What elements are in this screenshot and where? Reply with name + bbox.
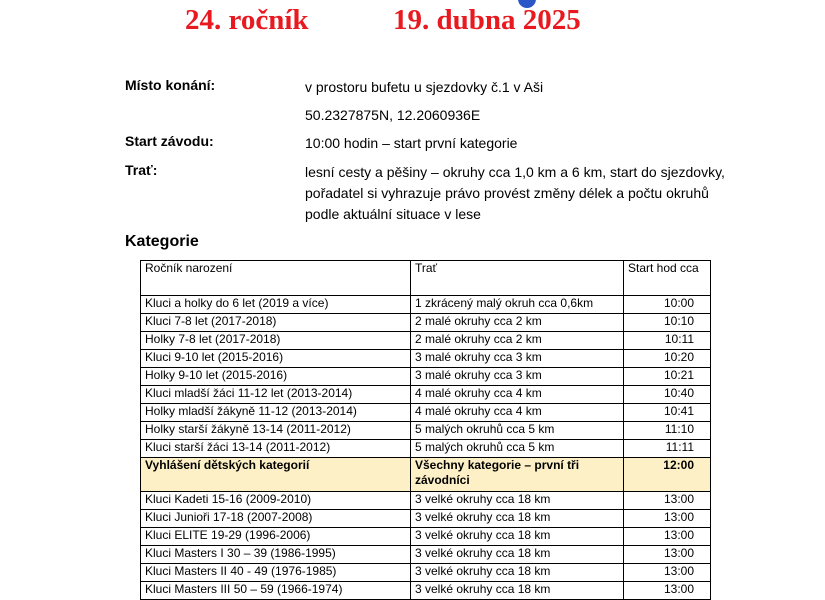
cell-year: Kluci Masters III 50 – 59 (1966-1974) [141,582,411,600]
table-row [141,296,711,314]
track-value: lesní cesty a pěšiny – okruhy cca 1,0 km a 6 km, start do sjezdovky, pořadatel si vyhrazuje právo provést změny délek a počtu okruhů podle aktuální situace v lese [305,164,725,222]
event-header [0,4,825,44]
cell-track: 3 velké okruhy cca 18 km [411,546,624,564]
table-header-row [141,261,711,296]
cell-year: Kluci Kadeti 15-16 (2009-2010) [141,492,411,510]
cell-year: Kluci Junioři 17-18 (2007-2008) [141,510,411,528]
cell-start: 13:00 [624,510,711,528]
cell-year: Holky starší žákyně 13-14 (2011-2012) [141,422,411,440]
table-row [141,528,711,546]
cell-year: Vyhlášení dětských kategorií [141,458,411,492]
cell-year: Kluci Masters I 30 – 39 (1986-1995) [141,546,411,564]
coordinates-value: 50.2327875N, 12.2060936E [305,107,481,123]
cell-track: 3 velké okruhy cca 18 km [411,582,624,600]
cell-start: 13:00 [624,528,711,546]
cell-track: 5 malých okruhů cca 5 km [411,422,624,440]
table-row [141,386,711,404]
cell-year: Holky 7-8 let (2017-2018) [141,332,411,350]
cell-track: 4 malé okruhy cca 4 km [411,404,624,422]
cell-track: 3 malé okruhy cca 3 km [411,350,624,368]
cell-track: 5 malých okruhů cca 5 km [411,440,624,458]
table-row [141,492,711,510]
table-row-highlight [141,458,711,492]
cell-start: 10:40 [624,386,711,404]
cell-track: Všechny kategorie – první tři závodníci [411,458,624,492]
header-track: Trať [411,261,624,296]
cell-start: 13:00 [624,492,711,510]
header-year: Ročník narození [141,261,411,296]
table-row [141,350,711,368]
cell-track: 3 velké okruhy cca 18 km [411,510,624,528]
cell-track: 2 malé okruhy cca 2 km [411,314,624,332]
cell-year: Kluci ELITE 19-29 (1996-2006) [141,528,411,546]
cell-start: 13:00 [624,564,711,582]
table-row [141,582,711,600]
cell-year: Kluci 9-10 let (2015-2016) [141,350,411,368]
cell-start: 11:10 [624,422,711,440]
table-row [141,422,711,440]
cell-start: 12:00 [624,458,711,492]
start-label: Start závodu: [125,133,214,149]
cell-start: 10:21 [624,368,711,386]
table-row [141,368,711,386]
cell-year: Holky 9-10 let (2015-2016) [141,368,411,386]
categories-table [140,260,711,600]
cell-start: 13:00 [624,582,711,600]
cell-start: 10:20 [624,350,711,368]
cell-start: 10:41 [624,404,711,422]
cell-track: 3 velké okruhy cca 18 km [411,528,624,546]
table-row [141,404,711,422]
table-row [141,440,711,458]
cell-start: 10:11 [624,332,711,350]
cell-start: 11:11 [624,440,711,458]
cell-start: 10:00 [624,296,711,314]
table-row [141,546,711,564]
start-value: 10:00 hodin – start první kategorie [305,135,518,151]
cell-year: Kluci mladší žáci 11-12 let (2013-2014) [141,386,411,404]
cell-year: Kluci Masters II 40 - 49 (1976-1985) [141,564,411,582]
cell-year: Kluci a holky do 6 let (2019 a více) [141,296,411,314]
cell-year: Holky mladší žákyně 11-12 (2013-2014) [141,404,411,422]
location-value: v prostoru bufetu u sjezdovky č.1 v Aši [305,79,544,95]
track-label: Trať: [125,162,158,178]
cell-track: 3 malé okruhy cca 3 km [411,368,624,386]
cell-track: 3 velké okruhy cca 18 km [411,492,624,510]
cell-year: Kluci 7-8 let (2017-2018) [141,314,411,332]
table-row [141,332,711,350]
table-row [141,510,711,528]
location-label: Místo konání: [125,77,216,93]
cell-track: 4 malé okruhy cca 4 km [411,386,624,404]
edition-title: 24. ročník [185,4,309,36]
categories-table-body [141,296,711,600]
table-row [141,564,711,582]
cell-track: 3 velké okruhy cca 18 km [411,564,624,582]
header-start: Start hod cca [624,261,711,296]
event-date: 19. dubna 2025 [393,4,581,36]
cell-track: 2 malé okruhy cca 2 km [411,332,624,350]
table-row [141,314,711,332]
cell-start: 10:10 [624,314,711,332]
categories-title: Kategorie [125,233,199,250]
cell-year: Kluci starší žáci 13-14 (2011-2012) [141,440,411,458]
cell-start: 13:00 [624,546,711,564]
cell-track: 1 zkrácený malý okruh cca 0,6km [411,296,624,314]
